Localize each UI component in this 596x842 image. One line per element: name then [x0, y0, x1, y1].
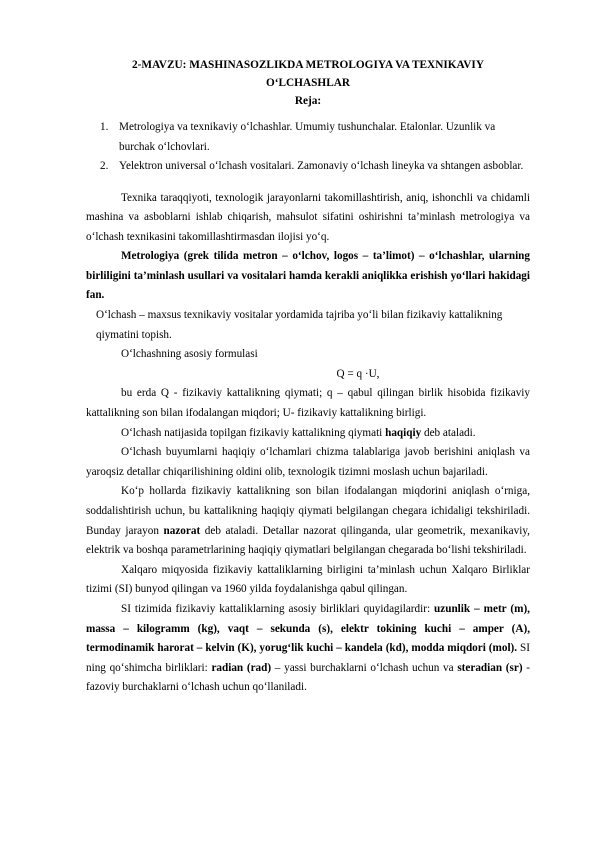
term-haqiqiy: haqiqiy: [385, 426, 422, 439]
paragraph-formula-explanation: bu erda Q - fizikaviy kattalikning qiymati; q – qabul qilingan birlik hisobida fizikaviy kattalikning son bilan ifodalangan miqdori; U- fizikaviy kattalikning birligi.: [86, 387, 530, 420]
paragraph-si-system: Xalqaro miqyosida fizikaviy kattaliklarning birligini ta’minlash uchun Xalqaro Birliklar tizimi (SI) bunyod qilingan va 1960 yilda foydalanishga qabul qilingan.: [86, 563, 530, 596]
term-nazorat: nazorat: [163, 524, 201, 537]
title-line-1: 2-MAVZU: MASHINASOZLIKDA METROLOGIYA VA TEXNIKAVIY: [132, 59, 484, 71]
title-line-2: O‘LCHASHLAR: [265, 77, 351, 89]
plan-item-number: 1.: [100, 121, 109, 133]
main-formula: Q = q ·U,: [336, 367, 380, 380]
plan-list: [86, 118, 530, 177]
si-base-units: uzunlik – metr (m), massa – kilogramm (kg), vaqt – sekunda (s), elektr tokining kuchi – amper (A), termodinamik harorat – kelvin (K), yorug‘lik kuchi – kandela (kd), modda miqdori (mol).: [86, 602, 530, 655]
plan-heading: Reja:: [294, 95, 322, 107]
paragraph-true-value: O‘lchash natijasida topilgan fizikaviy kattalikning qiymati haqiqiy deb ataladi.: [121, 426, 476, 439]
plan-item-text: Metrologiya va texnikaviy o‘lchashlar. Umumiy tushunchalar. Etalonlar. Uzunlik va burchak o‘lchovlari.: [119, 121, 496, 153]
plan-item-text: Yelektron universal o‘lchash vositalari. Zamonaviy o‘lchash lineyka va shtangen asboblar.: [119, 160, 524, 172]
unit-steradian: steradian (sr): [457, 661, 523, 674]
unit-radian: radian (rad): [211, 661, 272, 674]
paragraph-formula-intro: O‘lchashning asosiy formulasi: [121, 348, 258, 361]
paragraph-measurement-definition: O‘lchash – maxsus texnikaviy vositalar yordamida tajriba yo‘li bilan fizikaviy kattalikning qiymatini topish.: [96, 309, 503, 341]
paragraph-purpose: O‘lchash buyumlarni haqiqiy o‘lchamlari chizma talablariga javob berishini aniqlash va yaroqsiz detallar chiqarilishining oldini olib, texnologik tizimni moslash uchun bajariladi.: [86, 446, 530, 478]
plan-item-number: 2.: [100, 160, 109, 172]
paragraph-metrology-definition: Metrologiya (grek tilida metron – o‘lchov, logos – ta’limot) – o‘lchashlar, ularning birliligini ta’minlash usullari va vositalari hamda kerakli aniqlikka erishish yo‘llari hakidagi fan.: [86, 250, 530, 302]
document-page: [86, 56, 530, 698]
plan-item: [86, 157, 530, 177]
paragraph-si-units: SI tizimida fizikaviy kattaliklarning asosiy birliklari quyidagilardir: uzunlik – metr (m), massa – kilogramm (kg), vaqt – sekunda (s), elektr tokining kuchi – amper (A), termodinamik harorat – kelvin (K), yorug‘lik kuchi – kandela (kd), modda miqdori (mol). SI ning qo‘shimcha birliklari: radian (rad) – yassi burchaklarni o‘lchash uchun va steradian (sr) - fazoviy burchaklarni o‘lchash uchun qo‘llaniladi.: [86, 602, 530, 694]
paragraph-control: Ko‘p hollarda fizikaviy kattalikning son bilan ifodalangan miqdorini aniqlash o‘rniga, soddalishtirish uchun, bu kattalikning haqiqiy qiymati belgilangan chegara ichidaligi tekshiriladi. Bunday jarayon nazorat deb ataladi. Detallar nazorat qilinganda, ular geometrik, mexanikaviy, elektrik va boshqa parametrlarining haqiqiy qiymatlari belgilangan chegarada bo‘lishi tekshiriladi.: [86, 485, 530, 557]
plan-item: [86, 118, 530, 157]
paragraph-intro: Texnika taraqqiyoti, texnologik jarayonlarni takomillashtirish, aniq, ishonchli va chidamli mashina va asboblarni ishlab chiqarish, mahsulot sifatini oshirishni ta’minlash metrologiya va o‘lchash texnikasini takomillashtirmasdan ilojisi yo‘q.: [86, 191, 530, 243]
